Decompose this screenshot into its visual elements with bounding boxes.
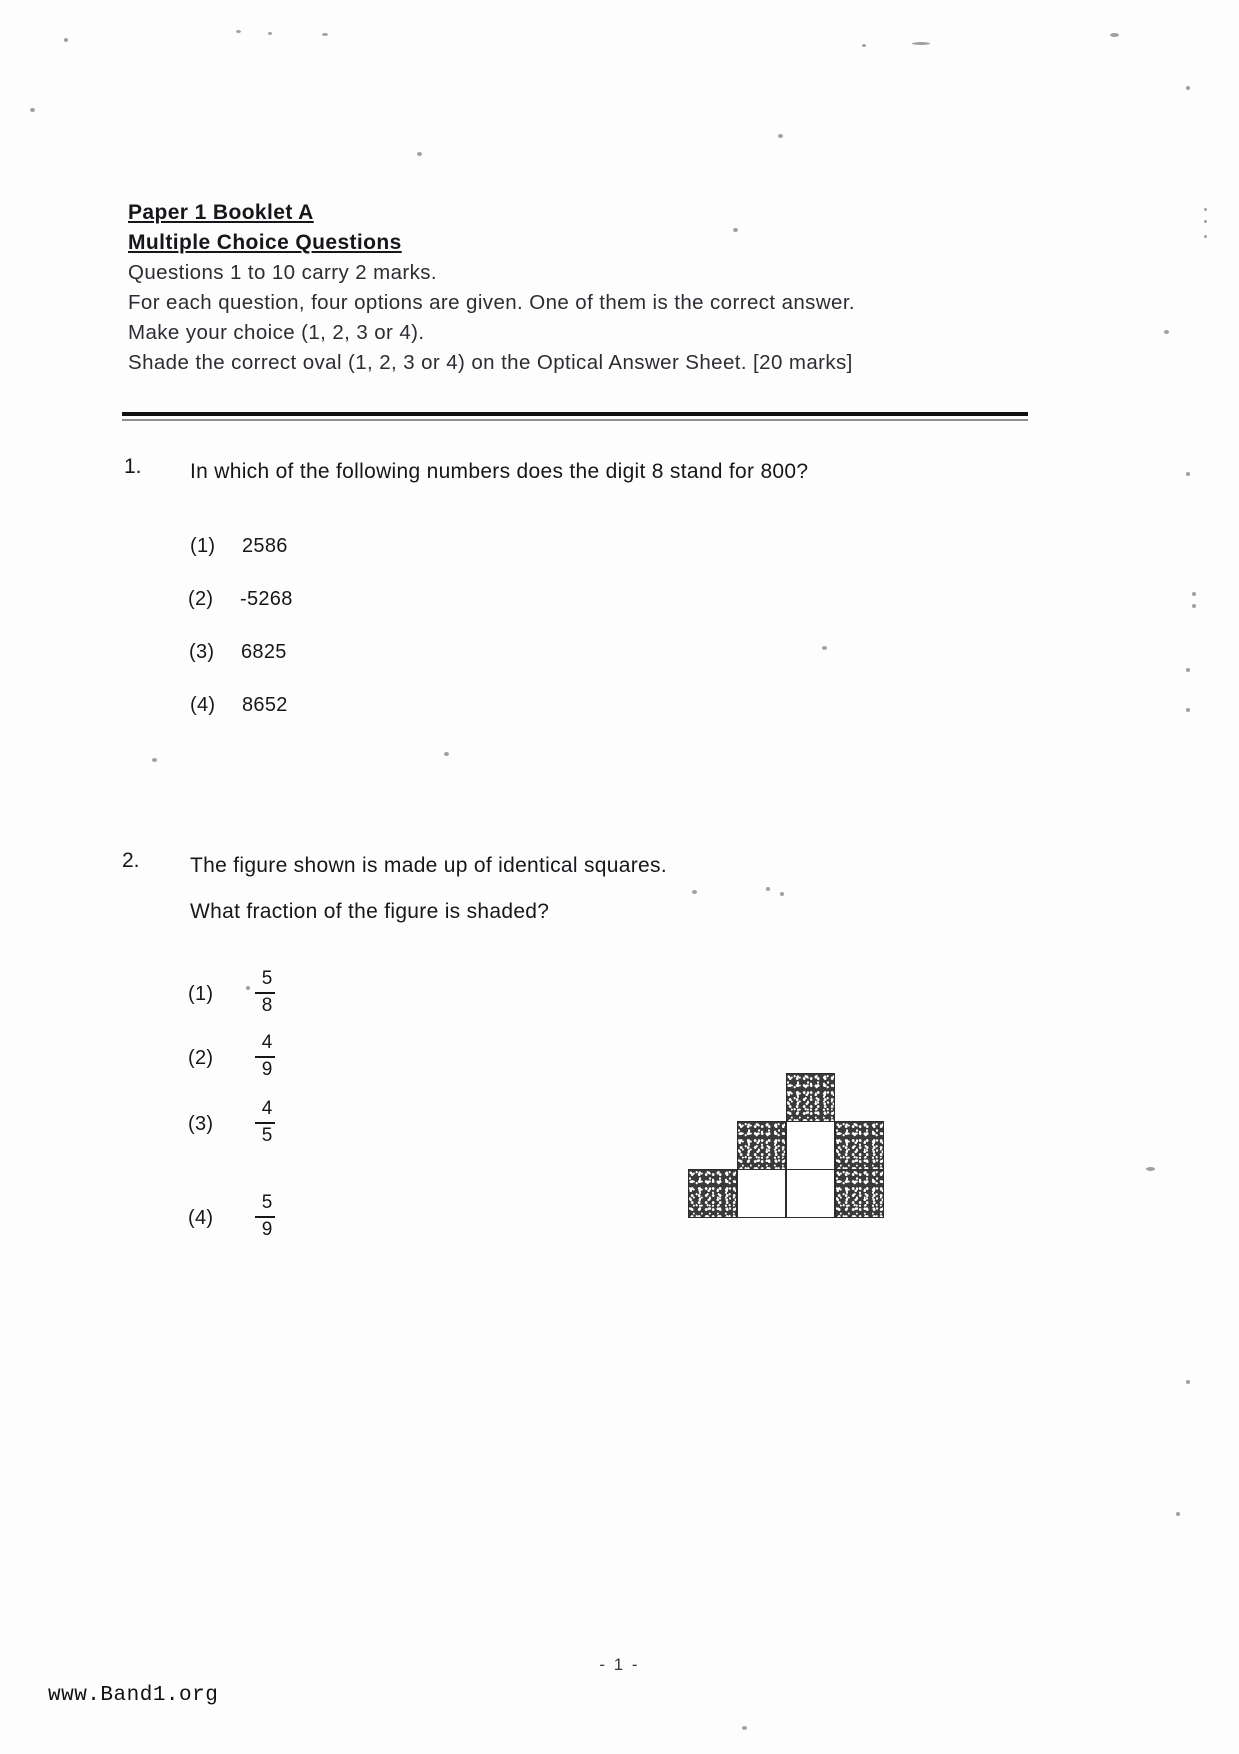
fraction-denominator: 9: [261, 1218, 273, 1240]
question-2-option-2-fraction: [255, 1032, 279, 1081]
fraction-numerator: 5: [261, 1192, 273, 1213]
fraction-bar: [255, 1122, 275, 1124]
scan-speck: [1192, 592, 1196, 596]
instruction-choice: Make your choice (1, 2, 3 or 4).: [128, 321, 425, 344]
scan-speck: [1186, 708, 1190, 712]
option-tag: (1): [188, 983, 214, 1005]
section-title: Multiple Choice Questions: [128, 231, 402, 254]
scan-speck: [766, 887, 770, 891]
fraction-bar: [255, 1216, 275, 1218]
question-2-text-line-1: The figure shown is made up of identical squares.: [190, 854, 667, 877]
question-2-number: 2.: [122, 849, 140, 872]
scan-speck: [152, 758, 157, 762]
option-value: 2586: [242, 535, 288, 557]
option-value: 8652: [242, 694, 288, 716]
paper-title: Paper 1 Booklet A: [128, 201, 314, 224]
question-2-option-1-fraction: [255, 968, 279, 1017]
fraction-bar: [255, 992, 275, 994]
figure-cell-blank: [786, 1121, 835, 1170]
question-2-option-4-fraction: [255, 1192, 279, 1241]
figure-cell-blank: [737, 1169, 786, 1218]
scan-speck: [1186, 1380, 1190, 1384]
option-tag: (4): [190, 694, 216, 716]
option-tag: (2): [188, 588, 214, 610]
option-value: 6825: [241, 641, 287, 663]
page-number: - 1 -: [599, 1655, 640, 1674]
figure-cell-shaded: [737, 1121, 786, 1170]
fraction-numerator: 5: [261, 968, 273, 989]
scan-speck: [1204, 208, 1207, 211]
question-2-option-3-fraction: [255, 1098, 279, 1147]
question-1-text: In which of the following numbers does the digit 8 stand for 800?: [190, 460, 809, 483]
instruction-marks: Questions 1 to 10 carry 2 marks.: [128, 261, 438, 284]
fraction-numerator: 4: [261, 1098, 273, 1119]
scan-speck: [236, 30, 241, 33]
option-value: -5268: [240, 588, 293, 610]
fraction-denominator: 5: [261, 1124, 273, 1146]
scan-speck: [64, 38, 68, 42]
scan-speck: [862, 44, 866, 47]
option-tag: (3): [189, 641, 215, 663]
scan-speck: [742, 1726, 747, 1730]
scan-speck: [822, 646, 827, 650]
question-2-text-line-2: What fraction of the figure is shaded?: [190, 900, 550, 923]
scan-speck: [1164, 330, 1169, 334]
scan-speck: [322, 33, 328, 36]
figure-cell-shaded: [786, 1073, 835, 1122]
figure-cell-blank: [786, 1169, 835, 1218]
option-tag: (2): [188, 1047, 214, 1069]
instruction-options: For each question, four options are given. One of them is the correct answer.: [128, 291, 856, 314]
fraction-denominator: 8: [261, 994, 273, 1016]
scan-speck: [417, 152, 422, 156]
scan-speck: [912, 42, 930, 45]
scan-speck: [1204, 220, 1207, 223]
fraction-denominator: 9: [261, 1058, 273, 1080]
fraction-bar: [255, 1056, 275, 1058]
option-tag: (3): [188, 1113, 214, 1135]
option-tag: (4): [188, 1207, 214, 1229]
fraction-numerator: 4: [261, 1032, 273, 1053]
scan-speck: [780, 892, 784, 896]
scan-speck: [30, 108, 35, 112]
scan-speck: [1186, 86, 1190, 90]
scan-speck: [1176, 1512, 1180, 1516]
scan-speck: [1110, 33, 1119, 37]
figure-cell-shaded: [835, 1121, 884, 1170]
scan-speck: [246, 986, 250, 990]
scan-speck: [778, 134, 783, 138]
question-1-number: 1.: [124, 455, 142, 478]
instructions-block: [128, 198, 1048, 378]
scan-speck: [1192, 604, 1196, 608]
scan-speck: [1204, 235, 1207, 238]
figure-cell-shaded: [835, 1169, 884, 1218]
scan-speck: [1146, 1167, 1155, 1171]
instruction-shade: Shade the correct oval (1, 2, 3 or 4) on the Optical Answer Sheet. [20 marks]: [128, 351, 853, 374]
footer-watermark: www.Band1.org: [48, 1684, 219, 1707]
scan-speck: [1186, 472, 1190, 476]
horizontal-divider: [122, 412, 1028, 416]
option-tag: (1): [190, 535, 216, 557]
figure-cell-shaded: [688, 1169, 737, 1218]
scan-speck: [268, 32, 272, 35]
horizontal-divider-shadow: [122, 419, 1028, 421]
scan-speck: [1186, 668, 1190, 672]
scan-speck: [692, 890, 697, 894]
scan-speck: [444, 752, 449, 756]
